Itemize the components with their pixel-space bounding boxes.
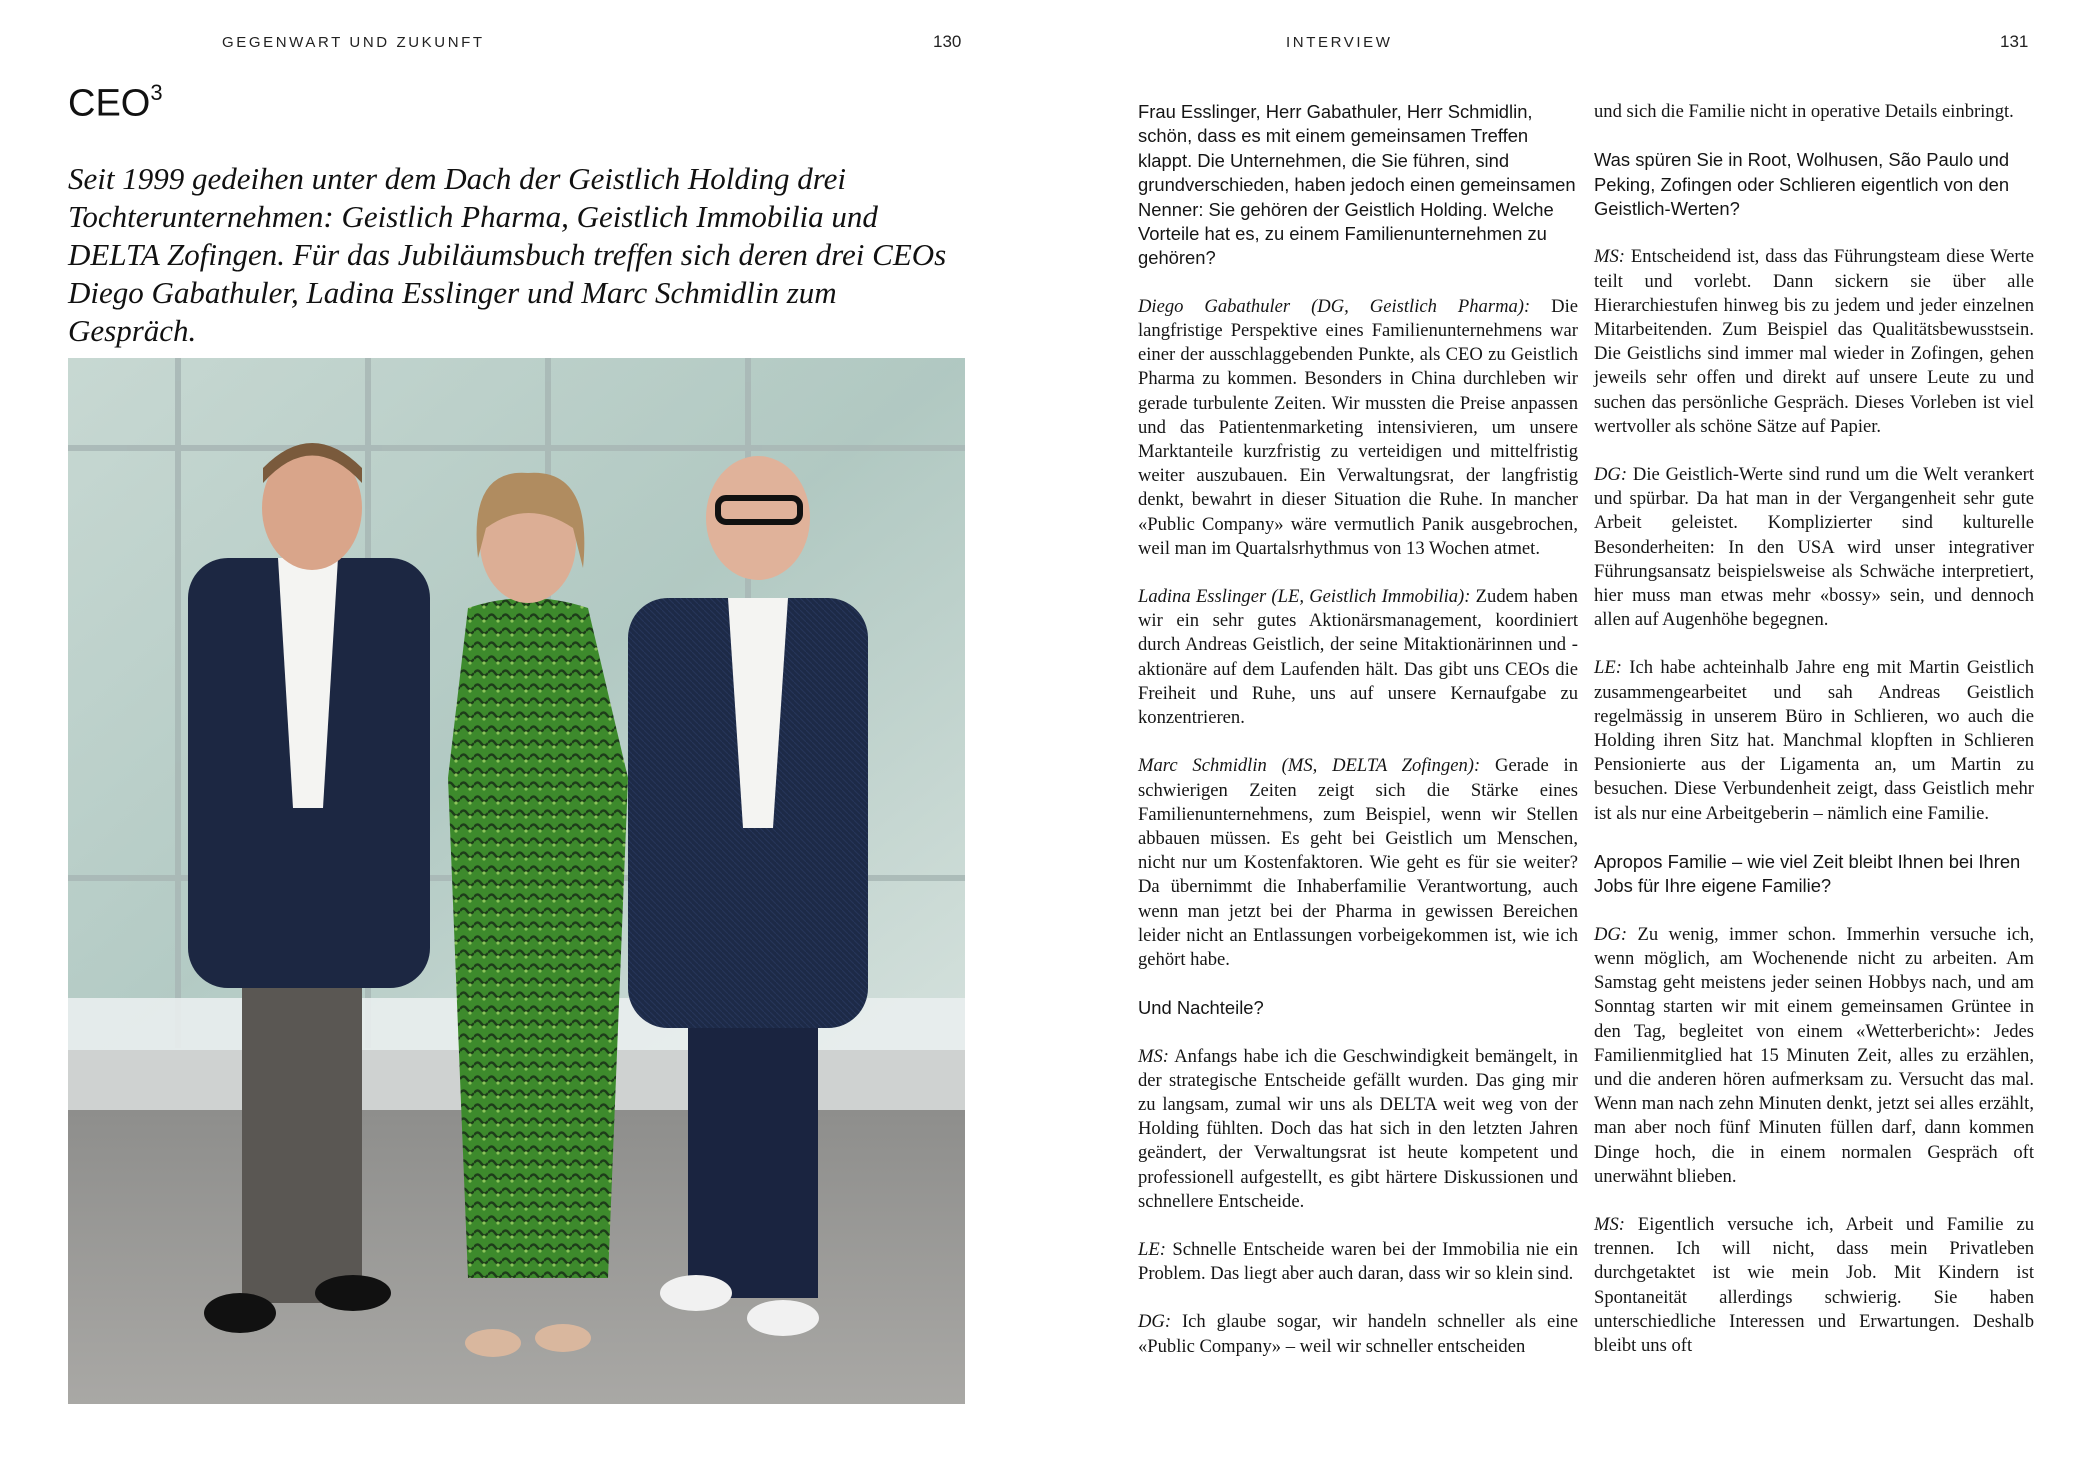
interview-answer	[1594, 656, 2034, 825]
speaker-label: Marc Schmidlin (MS, DELTA Zofingen):	[1138, 755, 1481, 777]
speaker-label: MS:	[1138, 1045, 1169, 1067]
photo-illustration	[68, 358, 965, 1404]
speaker-label: Ladina Esslinger (LE, Geistlich Immobilia):	[1138, 586, 1471, 608]
speaker-label: MS:	[1594, 1213, 1625, 1235]
speaker-label: DG:	[1138, 1311, 1172, 1333]
interview-answer	[1138, 1310, 1578, 1358]
speaker-label: DG:	[1594, 464, 1628, 486]
answer-text: Anfangs habe ich die Geschwindigkeit bemängelt, in der strategische Entscheide gefällt wurden. Das ging mir zu langsam, zumal wir uns als DELTA weit weg von der Holding fühlten. Doch das hat sich in den letzten Jahren geändert, der Verwaltungsrat ist heute kompetent und professionell aufgestellt, es gibt härtere Diskussionen und schnellere Entscheide.	[1138, 1045, 1578, 1212]
answer-text: und sich die Familie nicht in operative Details einbringt.	[1594, 101, 2014, 122]
interview-answer	[1138, 1238, 1578, 1286]
speaker-label: DG:	[1594, 923, 1628, 945]
page-number-left: 130	[933, 32, 962, 51]
answer-text: Zu wenig, immer schon. Immerhin versuche ich, wenn möglich, am Wochenende nicht zu arbeiten. Am Samstag geht meistens jeder seinen Hobbys nach, und am Sonntag starten wir mit einem gemeinsamen Grüntee in den Tag, begleitet von einem «Wetterbericht»: Jedes Familienmitglied hat 15 Minuten Zeit, alles zu erzählen, und die anderen hören aufmerksam zu. Versucht das mal. Wenn man nach zehn Minuten denkt, jetzt sei alles erzählt, man aber noch fünf Minuten füllen darf, dann kommen Dinge hoch, die in einem normalen Gespräch oft unerwähnt blieben.	[1594, 923, 2034, 1187]
answer-text: Entscheidend ist, dass das Führungsteam diese Werte teilt und vorlebt. Dann sickern sie über alle Hierarchiestufen hinweg bis zu jedem und jeder einzelnen Mitarbeitenden. Zum Beispiel das Qualitätsbewusstsein. Die Geistlichs sind immer mal wieder in Zofingen, gehen jeweils sehr offen und direkt auf unsere Leute zu und suchen das persönliche Gespräch. Dieses Vorleben ist viel wertvoller als schöne Sätze auf Papier.	[1594, 246, 2034, 437]
interview-answer	[1594, 100, 2034, 124]
answer-text: Die Geistlich-Werte sind rund um die Welt verankert und spürbar. Da hat man in der Vergangenheit sehr gute Arbeit geleistet. Komplizierter sind kulturelle Besonderheiten: In den USA wird unser integrativer Führungsansatz beispielsweise als Schwäche interpretiert, hier muss man etwas mehr «bossy» sein, und dennoch allen auf Augenhöhe begegnen.	[1594, 464, 2034, 631]
ceo-group-photo	[68, 358, 965, 1404]
speaker-label: LE:	[1138, 1238, 1166, 1260]
interview-question: Und Nachteile?	[1138, 997, 1264, 1019]
answer-text: Zudem haben wir ein sehr gutes Aktionärsmanagement, koordiniert durch Andreas Geistlich, der seine Mitaktionärinnen und -aktionäre auf dem Laufenden hält. Das gibt uns CEOs die Freiheit und Ruhe, uns auf unsere Kernaufgabe zu konzentrieren.	[1138, 586, 1578, 729]
speaker-label: LE:	[1594, 657, 1622, 679]
title-superscript: 3	[150, 80, 163, 105]
answer-text: Eigentlich versuche ich, Arbeit und Familie zu trennen. Ich will nicht, dass mein Privatleben durchgetaktet ist wie mein Job. Mit Kindern ist Spontaneität allerdings schwierig. Sie haben unterschiedliche Interessen und Erwartungen. Deshalb bleibt uns oft	[1594, 1213, 2034, 1356]
interview-answer	[1138, 1045, 1578, 1214]
answer-text: Gerade in schwierigen Zeiten zeigt sich die Stärke eines Familienunternehmens, zum Beispiel, wenn wir Stellen abbauen müssen. Es geht bei Geistlich um Menschen, nicht nur um Kostenfaktoren. Wie geht es für sie weiter? Da übernimmt die Inhaberfamilie Verantwortung, auch wenn man jetzt bei der Pharma in gewissen Bereichen leider nicht an Entlassungen vorbeigekommen ist, wie ich gehört habe.	[1138, 755, 1579, 970]
interview-answer	[1594, 1213, 2034, 1358]
interview-answer	[1138, 295, 1578, 561]
interview-answer	[1594, 923, 2034, 1189]
interview-answer	[1138, 585, 1578, 730]
speaker-label: MS:	[1594, 246, 1625, 268]
answer-text: Schnelle Entscheide waren bei der Immobilia nie ein Problem. Das liegt aber auch daran, dass wir so klein sind.	[1138, 1238, 1578, 1285]
interview-column-1	[1138, 100, 1578, 1383]
title-text: CEO	[68, 82, 151, 125]
interview-column-2	[1594, 100, 2034, 1382]
running-head-right: INTERVIEW	[1286, 34, 1393, 51]
answer-text: Ich habe achteinhalb Jahre eng mit Martin Geistlich zusammengearbeitet und sah Andreas Geistlich regelmässig in unserem Büro in Schlieren, wo auch die Holding ihren Sitz hat. Manchmal klopften in Schlieren Pensionierte aus der Ligamenta an, um Martin zu besuchen. Diese Verbundenheit zeigt, dass Geistlich mehr ist als nur eine Arbeitgeberin – nämlich eine Familie.	[1594, 657, 2034, 824]
running-head-left: GEGENWART UND ZUKUNFT	[222, 34, 485, 51]
interview-question: Frau Esslinger, Herr Gabathuler, Herr Schmidlin, schön, dass es mit einem gemeinsamen Treffen klappt. Die Unternehmen, die Sie führen, sind grundverschieden, haben jedoch einen gemeinsamen Nenner: Sie gehören der Geistlich Holding. Welche Vorteile hat es, zu einem Familienunternehmen zu gehören?	[1138, 101, 1576, 269]
interview-question: Was spüren Sie in Root, Wolhusen, São Paulo und Peking, Zofingen oder Schlieren eigentlich von den Geistlich-Werten?	[1594, 149, 2010, 220]
answer-text: Die langfristige Perspektive eines Familienunternehmens war einer der ausschlaggebenden Punkte, als CEO zu Geistlich Pharma zu kommen. Besonders in China durchleben wir gerade turbulente Zeiten. Wir mussten die Preise anpassen und das Patientenmarketing intensivieren, um unsere Marktanteile kurzfristig zu verteidigen und mittelfristig weiter auszubauen. Ein Verwaltungsrat, der langfristig denkt, bewahrt in dieser Situation die Ruhe. In mancher «Public Company» wäre vermutlich Panik ausgebrochen, weil man im Quartalsrhythmus von 13 Wochen atmet.	[1138, 295, 1579, 559]
interview-question: Apropos Familie – wie viel Zeit bleibt Ihnen bei Ihren Jobs für Ihre eigene Familie?	[1594, 850, 2021, 897]
page-title	[68, 82, 163, 126]
interview-answer	[1594, 245, 2034, 439]
interview-answer	[1138, 754, 1578, 972]
interview-answer	[1594, 463, 2034, 632]
lead-paragraph: Seit 1999 gedeihen unter dem Dach der Geistlich Holding drei Tochterunternehmen: Geistlich Pharma, Geistlich Immobilia und DELTA Zofingen. Für das Jubiläumsbuch treffen sich deren drei CEOs Diego Gabathuler, Ladina Esslinger und Marc Schmidlin zum Gespräch.	[68, 161, 947, 348]
speaker-label: Diego Gabathuler (DG, Geistlich Pharma):	[1138, 295, 1531, 317]
page-number-right: 131	[2000, 32, 2029, 51]
answer-text: Ich glaube sogar, wir handeln schneller als eine «Public Company» – weil wir schneller entscheiden	[1138, 1311, 1578, 1357]
